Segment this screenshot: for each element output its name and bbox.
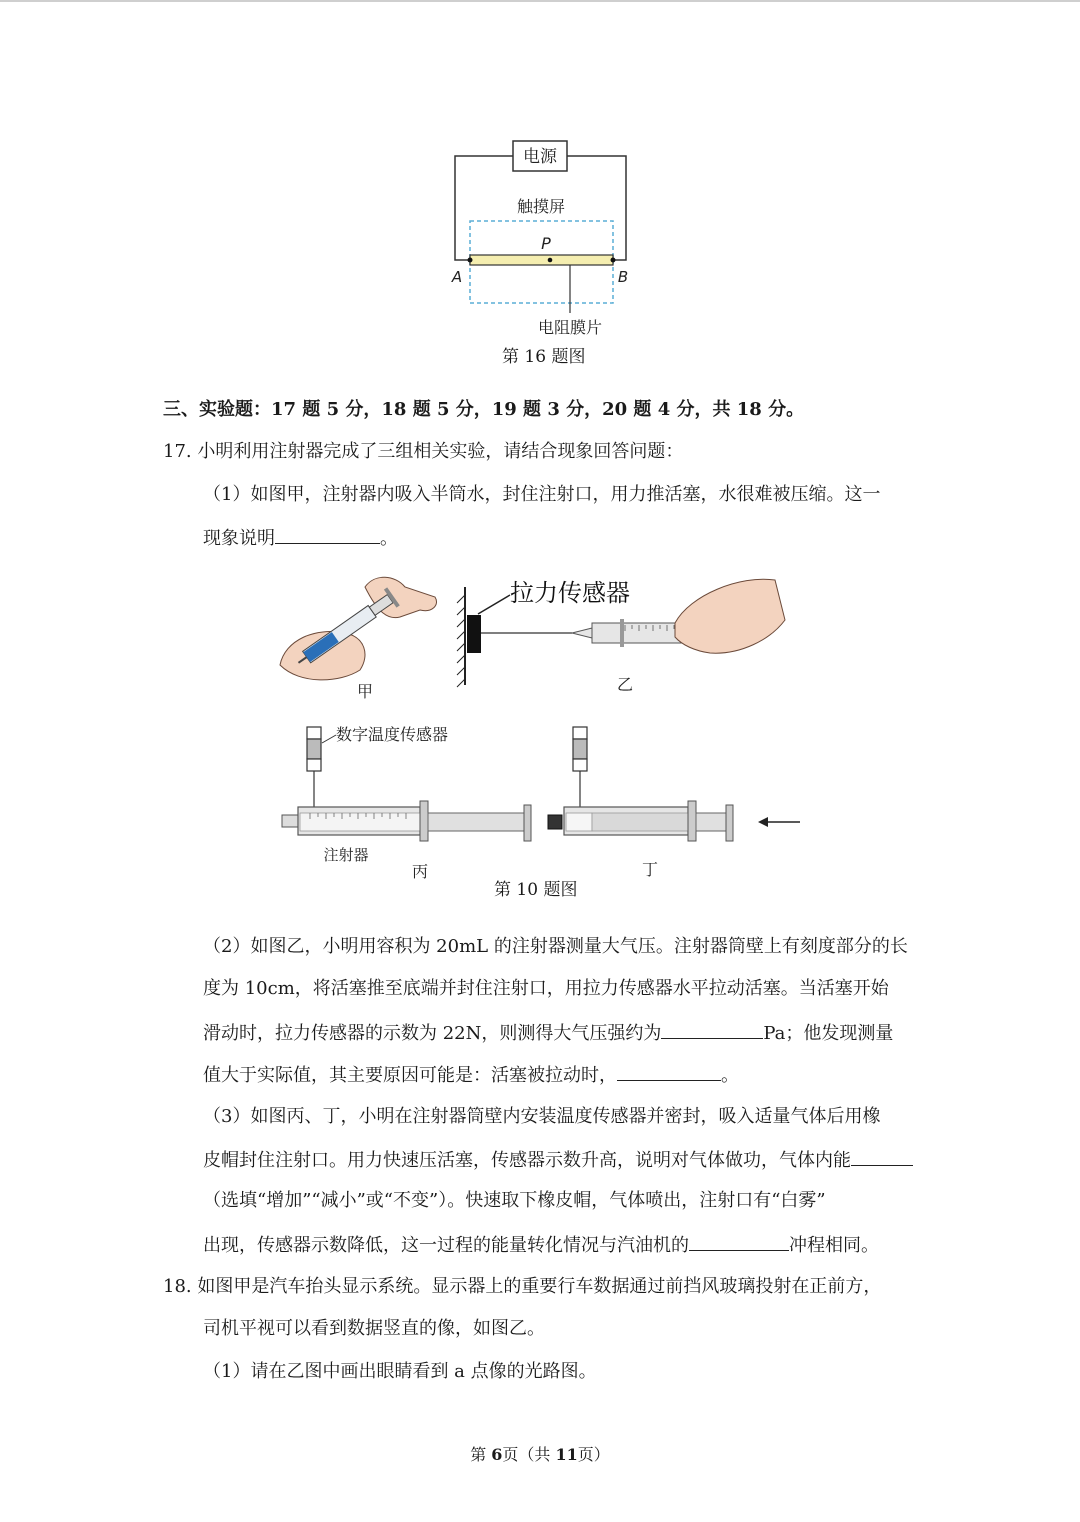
point-b-dot [611,258,616,263]
point-p-dot [548,258,553,263]
syringe-label: 注射器 [323,846,369,864]
answer-blank-q17-1[interactable] [275,525,380,544]
q17-stem: 17. 小明利用注射器完成了三组相关实验，请结合现象回答问题： [163,441,684,462]
footer-middle: 页（共 [502,1445,556,1464]
label-jia: 甲 [356,682,374,701]
rubber-cap [548,815,562,829]
q17-p1-line1: （1）如图甲，注射器内吸入半筒水，封住注射口，用力推活塞，水很难被压缩。这一 [203,484,881,505]
power-source-label: 电源 [523,147,557,167]
q17-p3-line2 [203,1147,913,1173]
q17-p2-line2: 度为 10cm，将活塞推至底端并封住注射口，用拉力传感器水平拉动活塞。当活塞开始 [203,978,889,999]
q18-stem-line2: 司机平视可以看到数据竖直的像，如图乙。 [203,1318,545,1339]
figure-ding-syringe [548,727,800,841]
section-3-heading: 三、实验题：17 题 5 分，18 题 5 分，19 题 3 分，20 题 4 分，共 18 分。 [163,399,805,420]
temp-sensor-label: 数字温度传感器 [336,725,449,744]
q18-stem-line1: 18. 如图甲是汽车抬头显示系统。显示器上的重要行车数据通过前挡风玻璃投射在正前方， [163,1276,882,1297]
point-a-label: A [451,268,463,286]
answer-blank-q17-2a[interactable] [661,1020,763,1039]
q17-p3-text-a: 皮帽封住注射口。用力快速压活塞，传感器示数升高，说明对气体做功，气体内能 [203,1150,851,1171]
touch-screen-circuit-diagram [440,135,640,335]
q17-p2-text-c: 值大于实际值，其主要原因可能是：活塞被拉动时， [203,1065,617,1086]
footer-total-pages: 11 [555,1445,578,1464]
label-yi: 乙 [616,675,634,694]
point-a-dot [468,258,473,263]
label-bing: 丙 [411,862,429,881]
pull-sensor-block [467,615,481,653]
q17-p2-line1: （2）如图乙，小明用容积为 20mL 的注射器测量大气压。注射器筒壁上有刻度部分的长 [203,936,908,957]
q17-p1-text: 现象说明 [203,528,275,549]
answer-blank-q17-2b[interactable] [617,1062,721,1081]
pull-sensor-label: 拉力传感器 [510,579,630,607]
figure-16-caption: 第 16 题图 [502,347,586,367]
q17-p2-line4 [203,1062,739,1088]
answer-blank-q17-3b[interactable] [689,1232,789,1251]
answer-blank-q17-3a[interactable] [851,1147,913,1166]
q17-p2-text-b: Pa；他发现测量 [763,1023,894,1044]
q17-p3-line4 [203,1232,879,1258]
q17-p3-line3: （选填“增加”“减小”或“不变”）。快速取下橡皮帽，气体喷出，注射口有“白雾” [203,1190,826,1211]
figure-10-caption: 第 10 题图 [494,880,578,900]
q17-p3-text-b: 出现，传感器示数降低，这一过程的能量转化情况与汽油机的 [203,1235,689,1256]
footer-suffix: 页） [577,1445,610,1464]
label-ding: 丁 [641,860,659,879]
film-label: 电阻膜片 [537,318,603,335]
syringe-experiments-figure [270,565,810,905]
figure-bing-syringe [282,727,531,841]
top-border-line [0,0,1080,2]
figure-10 [270,565,810,905]
q17-p2-text-a: 滑动时，拉力传感器的示数为 22N，则测得大气压强约为 [203,1023,662,1044]
page-footer [0,1442,1080,1465]
touch-screen-label: 触摸屏 [516,197,566,216]
q17-p2-period: 。 [721,1065,739,1086]
figure-jia-hands-syringe [280,577,437,680]
point-p-label: P [541,234,551,253]
q18-p1: （1）请在乙图中画出眼睛看到 a 点像的光路图。 [203,1361,597,1382]
q17-p1-line2 [203,525,398,551]
q17-p2-line3 [203,1020,893,1046]
point-b-label: B [617,268,629,286]
q17-p3-text-c: 冲程相同。 [789,1235,879,1256]
figure-16 [440,135,640,335]
footer-prefix: 第 [470,1445,492,1464]
q17-p1-period: 。 [380,528,398,549]
resistive-film [470,255,613,265]
q17-p3-line1: （3）如图丙、丁，小明在注射器筒壁内安装温度传感器并密封，吸入适量气体后用橡 [203,1106,881,1127]
footer-page-number: 6 [491,1445,503,1464]
